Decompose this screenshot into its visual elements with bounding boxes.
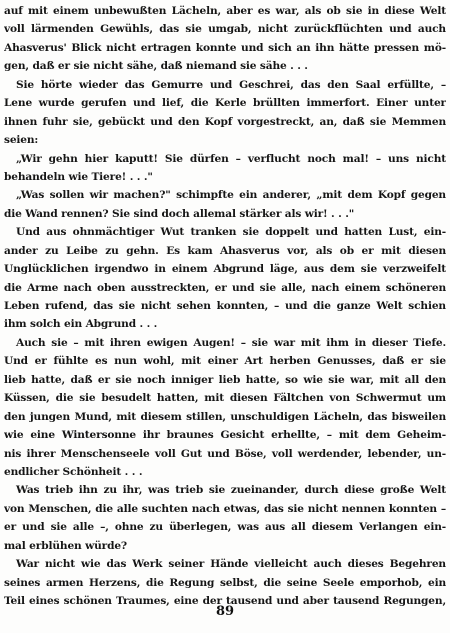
text-line: Lene wurde gerufen und lief, die Kerle brüllten immerfort. Einer unter xyxy=(4,97,446,110)
page-text xyxy=(4,2,446,610)
text-line: nis ihrer Menschenseele voll Gut und Böse, voll werdender, lebender, un- xyxy=(4,447,446,460)
text-line: voll lärmenden Gewühls, das sie umgab, nicht zurückflüchten und auch xyxy=(4,23,446,36)
text-line: die Arme nach oben ausstreckten, er und sie alle, nach einem schöneren xyxy=(4,281,446,294)
text-line: seien: xyxy=(4,134,39,147)
text-line: er und sie alle –, ohne zu überlegen, was aus all diesem Verlangen ein- xyxy=(4,521,446,534)
text-line: behandeln wie Tiere! . . ." xyxy=(4,170,153,183)
text-line: Küssen, die sie besudelt hatten, mit diesen Fältchen von Schwermut um xyxy=(4,392,446,405)
text-line: Teil eines schönen Traumes, eine der tausend und aber tausend Regungen, xyxy=(4,595,446,607)
text-line: den jungen Mund, mit diesem stillen, unschuldigen Lächeln, das bisweilen xyxy=(4,410,446,423)
text-line: ihm solch ein Abgrund . . . xyxy=(4,318,158,331)
text-line: „Was sollen wir machen?" schimpfte ein anderer, „mit dem Kopf gegen xyxy=(16,189,446,202)
text-line: Und er fühlte es nun wohl, mit einer Art herben Genusses, daß er sie xyxy=(4,355,446,368)
text-line: mal erblühen würde? xyxy=(4,539,127,552)
text-line: ander zu Leibe zu gehn. Es kam Ahasverus vor, als ob er mit diesen xyxy=(4,244,446,257)
page-number: 89 xyxy=(215,604,235,619)
text-line: auf mit einem unbewußten Lächeln, aber es war, als ob sie in diese Welt xyxy=(4,5,446,17)
text-line: Unglücklichen irgendwo in einem Abgrund läge, aus dem sie verzweifelt xyxy=(4,263,446,276)
text-line: Ahasverus' Blick nicht ertragen konnte und sich an ihn hätte pressen mö- xyxy=(4,41,446,54)
text-line: ihnen fuhr sie, gebückt und den Kopf vorgestreckt, an, daß sie Memmen xyxy=(4,115,446,128)
text-line: Und aus ohnmächtiger Wut tranken sie doppelt und hatten Lust, ein- xyxy=(16,226,446,239)
text-line: War nicht wie das Werk seiner Hände vielleicht auch dieses Begehren xyxy=(16,558,446,571)
text-line: gen, daß er sie nicht sähe, daß niemand sie sähe . . . xyxy=(4,60,308,73)
text-line: Leben rufend, das sie nicht sehen konnten, – und die ganze Welt schien xyxy=(4,300,446,312)
text-line: wie eine Wintersonne ihr braunes Gesicht erhellte, – mit dem Geheim- xyxy=(4,429,446,442)
text-line: endlicher Schönheit . . . xyxy=(4,465,143,478)
text-line: von Menschen, die alle suchten nach etwas, das sie nicht nennen konnten – xyxy=(4,502,446,515)
text-line: Auch sie – mit ihren ewigen Augen! – sie war mit ihm in dieser Tiefe. xyxy=(16,336,446,349)
text-line: lieb hatte, daß er sie noch inniger lieb hatte, so wie sie war, mit all den xyxy=(4,373,446,386)
text-line: Sie hörte wieder das Gemurre und Geschrei, das den Saal erfüllte, – xyxy=(16,78,446,91)
text-line: Was trieb ihn zu ihr, was trieb sie zueinander, durch diese große Welt xyxy=(16,484,446,497)
text-line: „Wir gehn hier kaputt! Sie dürfen – verflucht noch mal! – uns nicht xyxy=(16,152,446,165)
text-line: die Wand rennen? Sie sind doch allemal stärker als wir! . . ." xyxy=(4,207,355,220)
text-line: seines armen Herzens, die Regung selbst, die seine Seele emporhob, ein xyxy=(4,576,446,589)
